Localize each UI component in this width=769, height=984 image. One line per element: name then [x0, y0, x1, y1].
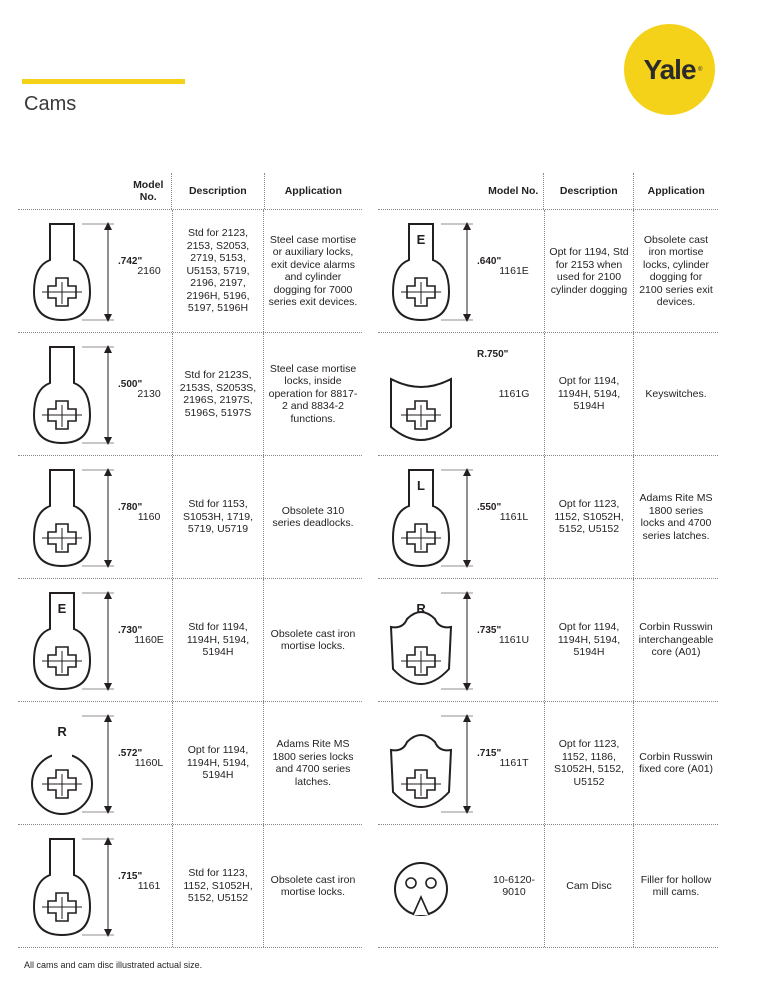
cam-illustration [378, 702, 502, 824]
description: Std for 1153, S1053H, 1719, 5719, U5719 [172, 456, 264, 578]
logo-registered-mark: ® [698, 67, 703, 73]
cam-1161e-icon [381, 216, 502, 326]
table-row [378, 702, 718, 825]
cam-1161u-icon [381, 585, 502, 695]
cam-1160e-icon [22, 585, 143, 695]
cam-illustration [378, 579, 502, 701]
table-row [18, 210, 362, 333]
dimension-label: .572" [118, 748, 143, 759]
table-row [378, 456, 718, 579]
dimension-label: .640" [477, 256, 502, 267]
page-title: Cams [24, 93, 77, 115]
cams-table-right [378, 173, 718, 948]
table-row [18, 579, 362, 702]
dimension-label: .715" [477, 748, 502, 759]
description: Opt for 1123, 1152, 1186, S1052H, 5152, U5152 [544, 702, 634, 824]
application: Obsolete cast iron mortise locks, cylinder dogging for 2100 series exit devices. [639, 233, 713, 308]
model-number: 1161U [498, 633, 530, 646]
cam-illustration [18, 210, 143, 332]
application: Corbin Russwin interchangeable core (A01) [638, 621, 714, 659]
model-number: 2160 [137, 264, 161, 277]
application: Steel case mortise locks, inside operation for 8817-2 and 8834-2 functions. [268, 362, 358, 425]
svg-text:E: E [416, 232, 426, 247]
description: Std for 1123, 1152, S1052H, 5152, U5152 [172, 825, 264, 947]
dimension-label: .500" [118, 379, 143, 390]
svg-text:E: E [57, 601, 67, 616]
table-row [378, 579, 718, 702]
dimension-label: .742" [118, 256, 143, 267]
description: Std for 2123S, 2153S, S2053S, 2196S, 2197S, 5196S, 5197S [172, 333, 264, 455]
dimension-label: .780" [118, 502, 143, 513]
cam-illustration [18, 579, 143, 701]
header-application: Application [647, 185, 705, 197]
cam-illustration [378, 825, 484, 947]
model-number: 1160 [137, 510, 161, 523]
description: Std for 2123, 2153, S2053, 2719, 5153, U5153, 5719, 2196, 2197, 2196H, 5196, 5197, 5196H [172, 210, 264, 332]
application: Adams Rite MS 1800 series locks and 4700 series latches. [639, 492, 713, 542]
accent-bar [22, 79, 185, 84]
model-number: 1160E [134, 633, 164, 646]
header-picture-column [378, 173, 483, 209]
cam-1161l-icon [381, 462, 502, 572]
cams-table-left [18, 173, 362, 948]
model-number: 2130 [137, 387, 161, 400]
model-number: 1161T [499, 756, 529, 769]
table-header [378, 173, 718, 210]
description: Std for 1194, 1194H, 5194, 5194H [172, 579, 264, 701]
table-row [18, 702, 362, 825]
cam-illustration [378, 333, 509, 455]
header-description: Description [543, 173, 634, 209]
cam-illustration [378, 456, 502, 578]
application: Obsolete 310 series deadlocks. [272, 504, 354, 529]
header-description: Description [171, 173, 264, 209]
model-number: 10-6120-9010 [492, 873, 536, 898]
description: Cam Disc [544, 825, 634, 947]
cam-2130-icon [22, 339, 143, 449]
dimension-label: R.750" [477, 349, 509, 360]
cam-illustration [378, 210, 502, 332]
description: Opt for 1194, 1194H, 5194, 5194H [172, 702, 264, 824]
table-row [18, 333, 362, 456]
cam-1161-icon [22, 831, 143, 941]
cam-2160-icon [22, 216, 143, 326]
logo-text: Yale [643, 53, 696, 85]
dimension-label: .715" [118, 871, 143, 882]
model-number: 1161G [498, 387, 530, 400]
application: Obsolete cast iron mortise locks. [270, 873, 356, 898]
application: Keyswitches. [645, 387, 707, 400]
table-header [18, 173, 362, 210]
header-application: Application [284, 185, 342, 197]
model-number: 1160L [134, 756, 164, 769]
cam-1160l-icon [22, 708, 143, 818]
svg-text:L: L [417, 478, 425, 493]
description: Opt for 1194, 1194H, 5194, 5194H [544, 579, 634, 701]
header-model: Model No. [133, 179, 164, 203]
dimension-label: .730" [118, 625, 143, 636]
svg-text:R: R [416, 601, 426, 616]
cam-illustration [18, 702, 143, 824]
cam-illustration [18, 456, 143, 578]
cam-1160-icon [22, 462, 143, 572]
dimension-label: .735" [477, 625, 502, 636]
cam-disc-icon [381, 831, 481, 941]
model-number: 1161L [499, 510, 529, 523]
cam-1161g-icon [381, 339, 509, 449]
description: Opt for 1194, Std for 2153 when used for 2100 cylinder dogging [544, 210, 634, 332]
svg-text:R: R [57, 724, 67, 739]
table-row [18, 825, 362, 948]
model-number: 1161 [137, 879, 161, 892]
description: Opt for 1123, 1152, S1052H, 5152, U5152 [544, 456, 634, 578]
cam-illustration [18, 333, 143, 455]
description: Opt for 1194, 1194H, 5194, 5194H [544, 333, 634, 455]
table-row [378, 210, 718, 333]
model-number: 1161E [499, 264, 529, 277]
application: Corbin Russwin fixed core (A01) [638, 750, 714, 775]
table-row [18, 456, 362, 579]
table-row [378, 333, 718, 456]
cam-1161t-icon [381, 708, 502, 818]
footnote: All cams and cam disc illustrated actual size. [24, 960, 203, 970]
yale-logo [624, 24, 715, 115]
header-model: Model No. [488, 185, 539, 197]
table-row [378, 825, 718, 948]
application: Obsolete cast iron mortise locks. [270, 627, 356, 652]
cam-illustration [18, 825, 143, 947]
application: Filler for hollow mill cams. [640, 873, 712, 898]
dimension-label: .550" [477, 502, 502, 513]
application: Adams Rite MS 1800 series locks and 4700 series latches. [272, 738, 354, 788]
application: Steel case mortise or auxiliary locks, exit device alarms and cylinder dogging for 7000 series exit devices. [268, 233, 358, 308]
header-picture-column [18, 173, 125, 209]
